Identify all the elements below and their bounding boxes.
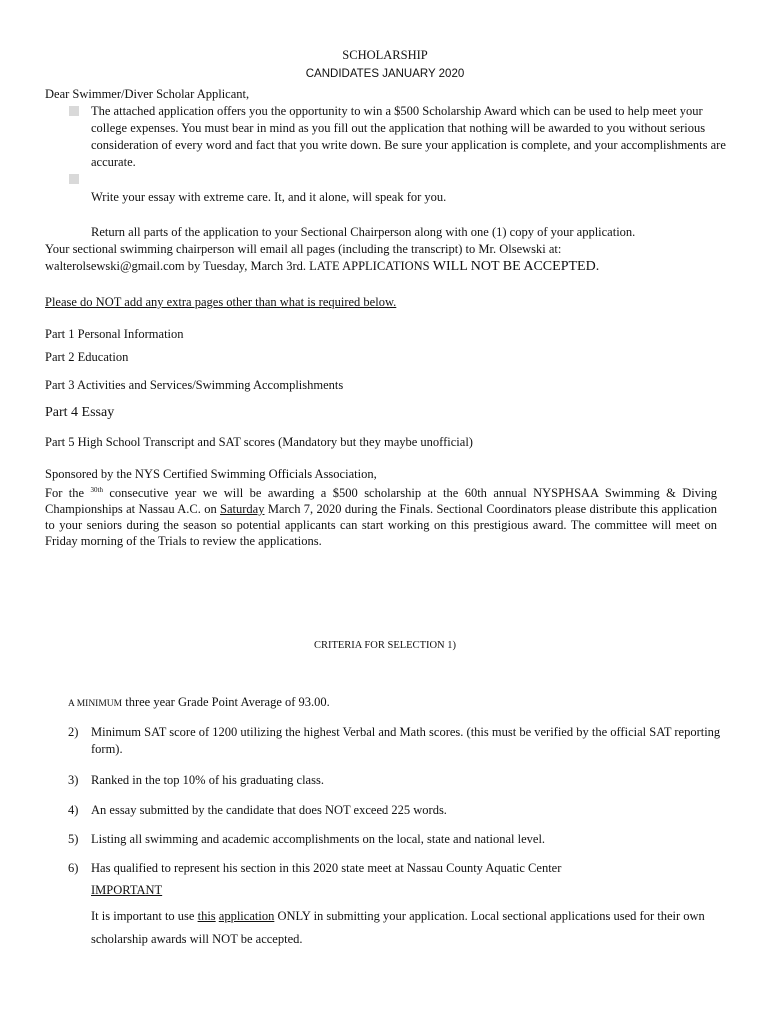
not-accepted-text: WILL NOT BE ACCEPTED. [432, 259, 600, 274]
criteria-item-1 [68, 694, 330, 713]
important-text: ONLY in submitting your application. Local sectional applications used for their own scholarship awards will NOT be accepted. [91, 909, 705, 946]
sponsor-text: March 7, 2020 during the Finals. Sectional Coordinators please distribute this application to your seniors during the season so potential applicants can start working on this prestigious award. The committee will meet on Friday morning of the Trials to review the applications. [45, 502, 717, 548]
ordinal-superscript: 30th [90, 485, 103, 494]
return-paragraph-line1: Return all parts of the application to your Sectional Chairperson along with one (1) copy of your application. [91, 225, 636, 239]
important-label: IMPORTANT [91, 883, 163, 897]
saturday-underlined: Saturday [220, 502, 265, 516]
document-title: SCHOLARSHIP [342, 48, 428, 62]
return-paragraph-line3 [45, 258, 745, 275]
criteria-number: 6) [68, 861, 79, 875]
checkbox-bullet-icon [69, 106, 79, 116]
criteria-number: 5) [68, 832, 79, 846]
bullet-paragraph-1: The attached application offers you the opportunity to win a $500 Scholarship Award which can be used to help meet your college expenses. You must bear in mind as you fill out the application that nothing will be awarded to you without serious consideration of every word and fact that you write down. Be sure your application is complete, and your accomplishments are accurate. [91, 104, 726, 169]
checkbox-bullet-icon [69, 174, 79, 184]
document-subtitle: CANDIDATES JANUARY 2020 [305, 68, 465, 80]
criteria-number: 3) [68, 773, 79, 787]
salutation: Dear Swimmer/Diver Scholar Applicant, [45, 87, 250, 101]
application-underlined: application [218, 909, 275, 923]
sponsor-text: consecutive year we will be awarding a $500 scholarship at the 60th annual NYSPHSAA Swimming & Diving Championships at Nassau A.C. on [45, 486, 717, 516]
criteria-text: three year Grade Point Average of 93.00. [122, 695, 330, 709]
criteria-text: Has qualified to represent his section in this 2020 state meet at Nassau County Aquatic Center [91, 861, 562, 875]
part-item: Part 2 Education [45, 350, 129, 364]
part-item: Part 4 Essay [45, 405, 115, 420]
criteria-heading: CRITERIA FOR SELECTION 1) [313, 640, 457, 651]
criteria-number: 4) [68, 803, 79, 817]
criteria-number: 2) [68, 725, 79, 739]
return-paragraph-line2: Your sectional swimming chairperson will email all pages (including the transcript) to Mr. Olsewski at: [45, 242, 562, 256]
part-item: Part 3 Activities and Services/Swimming Accomplishments [45, 378, 344, 392]
criteria-text: Listing all swimming and academic accomplishments on the local, state and national level. [91, 832, 546, 846]
criteria-text: An essay submitted by the candidate that does NOT exceed 225 words. [91, 803, 447, 817]
part-item: Part 5 High School Transcript and SAT scores (Mandatory but they maybe unofficial) [45, 435, 473, 449]
criteria-prefix: A MINIMUM [68, 699, 123, 709]
part-item: Part 1 Personal Information [45, 327, 184, 341]
sponsor-line: Sponsored by the NYS Certified Swimming Officials Association, [45, 467, 377, 481]
sponsor-paragraph [45, 485, 717, 549]
this-underlined: this [197, 909, 216, 923]
no-extra-pages-notice: Please do NOT add any extra pages other than what is required below. [45, 295, 397, 309]
criteria-text: Ranked in the top 10% of his graduating class. [91, 773, 324, 787]
criteria-text: Minimum SAT score of 1200 utilizing the highest Verbal and Math scores. (this must be verified by the official SAT reporting form). [91, 725, 721, 756]
important-text: It is important to use [91, 909, 198, 923]
email-deadline-text: walterolsewski@gmail.com by Tuesday, March 3rd. LATE APPLICATIONS [45, 259, 433, 273]
bullet-paragraph-2: Write your essay with extreme care. It, and it alone, will speak for you. [91, 190, 447, 204]
important-paragraph [91, 905, 731, 951]
sponsor-text: For the [45, 486, 91, 500]
